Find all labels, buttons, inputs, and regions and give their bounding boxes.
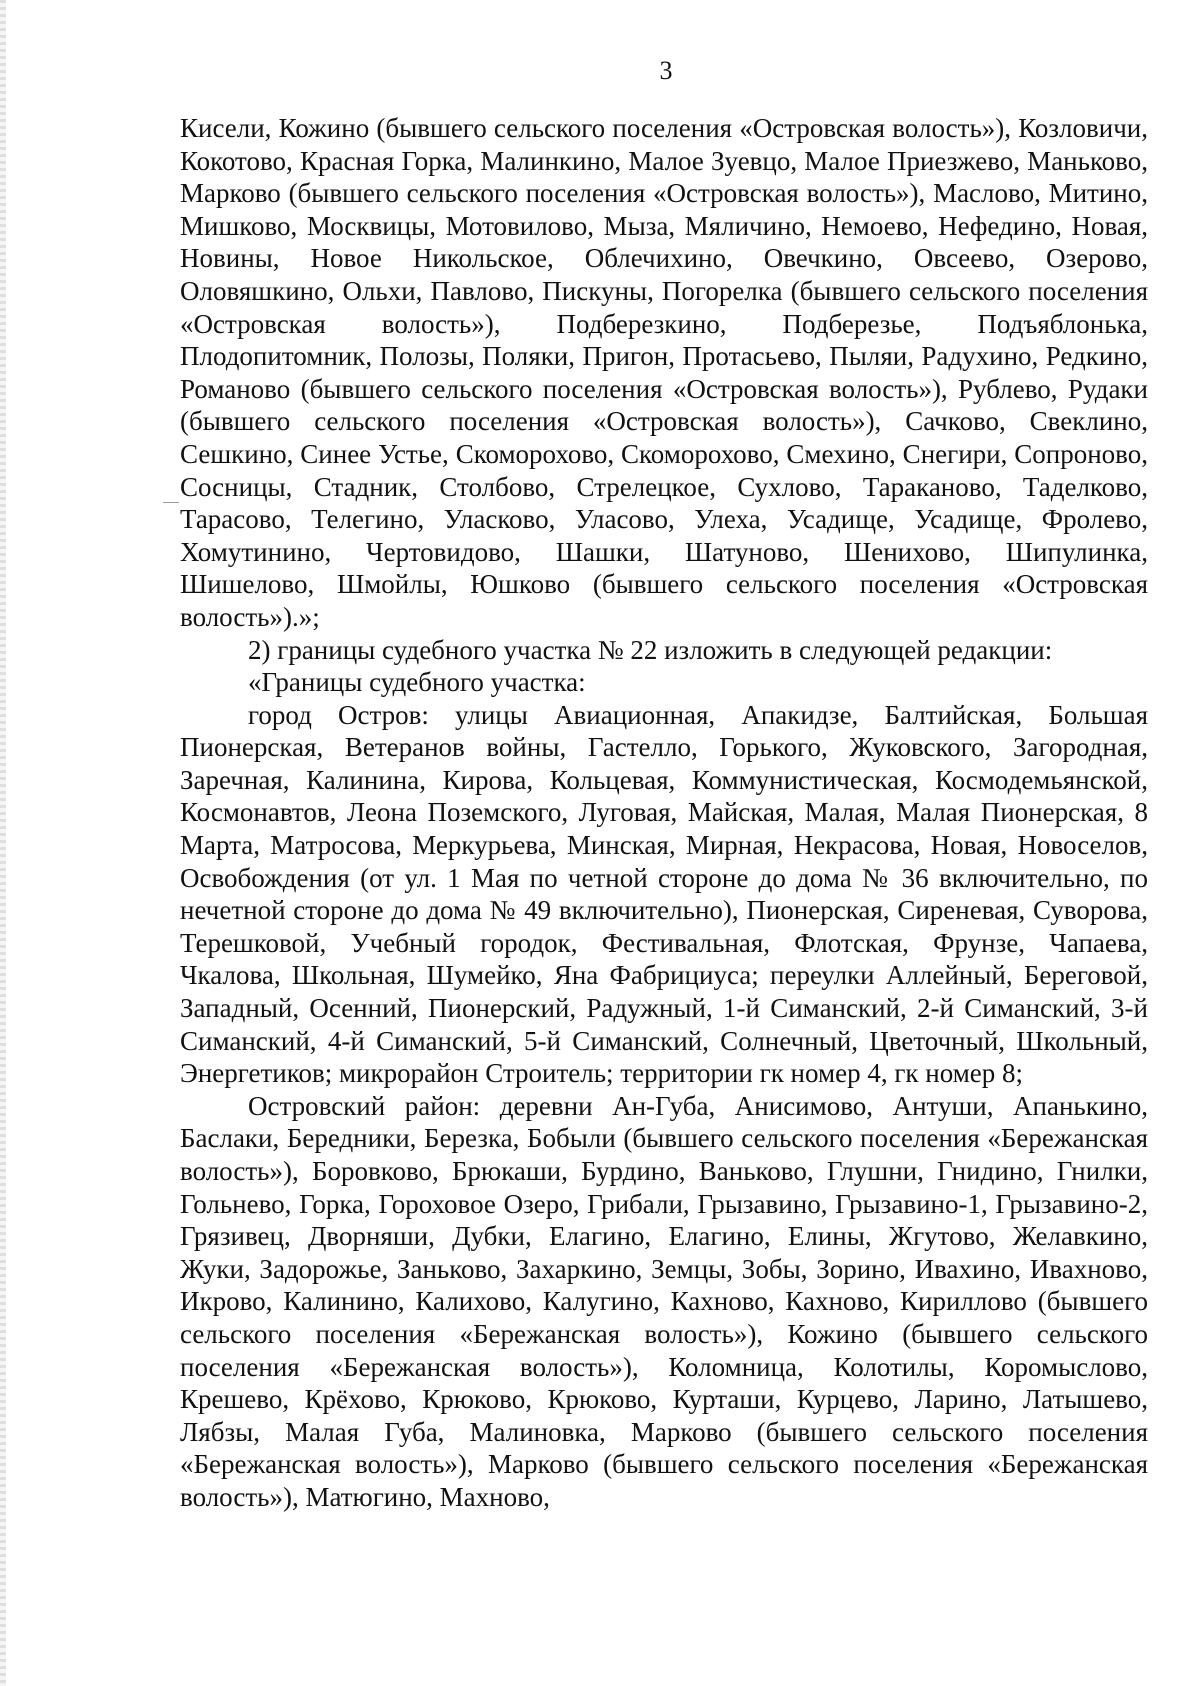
page-number: 3: [659, 56, 673, 85]
document-body: [180, 112, 1148, 1514]
paragraph-ostrov-district: Островский район: деревни Ан-Губа, Анисимово, Антуши, Апанькино, Баслаки, Бередники, Березка, Бобыли (бывшего сельского поселения «Бережанская волость»), Боровково, Брюкаши, Бурдино, Ваньково, Глушни, Гнидино, Гнилки, Гольнево, Горка, Гороховое Озеро, Грибали, Грызавино, Грызавино-1, Грызавино-2, Грязивец, Дворняши, Дубки, Елагино, Елагино, Елины, Жгутово, Желавкино, Жуки, Задорожье, Заньково, Захаркино, Земцы, Зобы, Зорино, Ивахино, Ивахново, Икрово, Калинино, Калихово, Калугино, Кахново, Кахново, Кириллово (бывшего сельского поселения «Бережанская волость»), Кожино (бывшего сельского поселения «Бережанская волость»), Коломница, Колотилы, Коромыслово, Крешево, Крёхово, Крюково, Крюково, Курташи, Курцево, Ларино, Латышево, Лябзы, Малая Губа, Малиновка, Марково (бывшего сельского поселения «Бережанская волость»), Марково (бывшего сельского поселения «Бережанская волость»), Матюгино, Махново,: [180, 1090, 1148, 1512]
paragraph-item-2: 2) границы судебного участка № 22 изложить в следующей редакции:: [248, 634, 1053, 665]
paragraph-city-ostrov: город Остров: улицы Авиационная, Апакидзе, Балтийская, Большая Пионерская, Ветеранов войны, Гастелло, Горького, Жуковского, Загородная, Заречная, Калинина, Кирова, Кольцевая, Коммунистическая, Космодемьянской, Космонавтов, Леона Поземского, Луговая, Майская, Малая, Малая Пионерская, 8 Марта, Матросова, Меркурьева, Минская, Мирная, Некрасова, Новая, Новоселов, Освобождения (от ул. 1 Мая по четной стороне до дома № 36 включительно, по нечетной стороне до дома № 49 включительно), Пионерская, Сиреневая, Суворова, Терешковой, Учебный городок, Фестивальная, Флотская, Фрунзе, Чапаева, Чкалова, Школьная, Шумейко, Яна Фабрициуса; переулки Аллейный, Береговой, Западный, Осенний, Пионерский, Радужный, 1-й Симанский, 2-й Симанский, 3-й Симанский, 4-й Симанский, 5-й Симанский, Солнечный, Цветочный, Школьный, Энергетиков; микрорайон Строитель; территории гк номер 4, гк номер 8;: [180, 699, 1148, 1089]
paragraph-section-heading: «Границы судебного участка:: [248, 667, 586, 698]
paragraph-continuation: Кисели, Кожино (бывшего сельского поселения «Островская волость»), Козловичи, Кокотово, Красная Горка, Малинкино, Малое Зуевцо, Малое Приезжево, Маньково, Марково (бывшего сельского поселения «Островская волость»), Маслово, Митино, Мишково, Москвицы, Мотовилово, Мыза, Мяличино, Немоево, Нефедино, Новая, Новины, Новое Никольское, Облечихино, Овечкино, Овсеево, Озерово, Оловяшкино, Ольхи, Павлово, Пискуны, Погорелка (бывшего сельского поселения «Островская волость»), Подберезкино, Подберезье, Подъяблонька, Плодопитомник, Полозы, Поляки, Пригон, Протасьево, Пыляи, Радухино, Редкино, Романово (бывшего сельского поселения «Островская волость»), Рублево, Рудаки (бывшего сельского поселения «Островская волость»), Сачково, Свеклино, Сешкино, Синее Устье, Скоморохово, Скоморохово, Смехино, Снегири, Сопроново, Сосницы, Стадник, Столбово, Стрелецкое, Сухлово, Тараканово, Таделково, Тарасово, Телегино, Уласково, Уласово, Улеха, Усадище, Усадище, Фролево, Хомутинино, Чертовидово, Шашки, Шатуново, Шенихово, Шипулинка, Шишелово, Шмойлы, Юшково (бывшего сельского поселения «Островская волость»).»;: [180, 113, 1148, 632]
scan-edge-artifact: [0, 0, 6, 1686]
margin-mark: [163, 502, 179, 503]
